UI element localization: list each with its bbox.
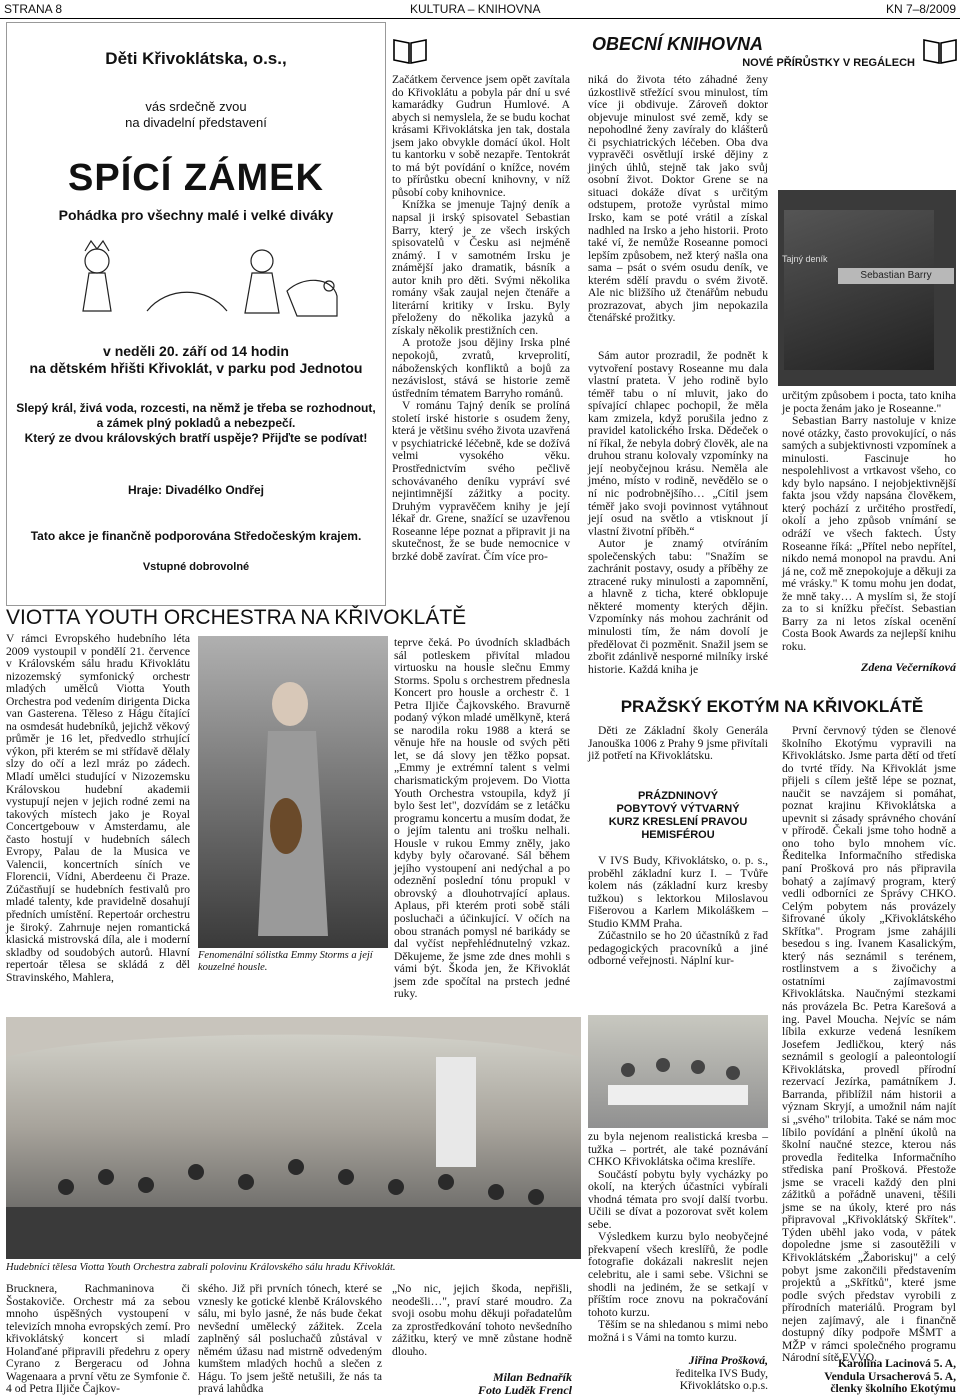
orchestra-signature: Milan Bednařík [492,1370,572,1384]
orchestra-bottom-3: „No nic, jejich škoda, nepřišli, neodešli…", praví staré moudro. Za svoji osobu mohu děkuji pořadatelům za zprostředkování tohoto nevšedního zážitku, který ve mně zůstane hodně dlouho. [392,1282,572,1358]
poster-entry: Vstupné dobrovolné [142,561,250,573]
poster-where: na dětském hřišti Křivoklát, v parku pod Jednotou [29,360,363,376]
course-scene [588,1015,768,1128]
violinist-figure [198,636,388,948]
orchestra-bottom-1: Brucknera, Rachmaninova či Šostakoviče. Orchestr má za sebou mnoho úspěšných vystoupení v televizích mnoha evropských zemí. Pro křivoklátský koncert si mladí Holanďané připravili předehru z opery Cyrano z Bergeracu od Johna Wagenaara a první větu ze Symfonie č. 4 od Petra Iljiče Čajkov- [6,1282,190,1396]
library-col-2a: niká do života této záhadné ženy úzkostlivě střežící svou minulost, tím více ji obdivuje. Zároveň doktor objevuje minulost své země, kdy se nepohodlné ženy zavíraly do klášterů či psychiatrických léčeben. Oba dva vypravěči osvětlují irské dějiny z jiných úhlů, stejně tak jako svůj osobní život. Doktor Grene se na situaci dokáže dívat s určitým odstupem, protože vyrůstal mimo Irsko, kam se poté vrátil a získal nadhled na Irsko a jeho historii. Proto také ví, že nemůže Roseanne pomoci lepším způsobem, než který našla ona sama – psát o svém osudu deník, ve kterém sdělí pravdu o svém životě. Ale nic bližšího už čtenářům nebudu prozrazovat, abych jim nepokazila čtenářské prožitky. [588,73,768,325]
poster-tease-1: Slepý král, živá voda, rozcesti, na němž je třeba se rozhodnout, [16,401,376,415]
library-title: OBECNÍ KNIHOVNA [591,34,763,54]
photo-credit: Foto Luděk Frencl [477,1383,572,1397]
book-icon [922,36,958,66]
ecoteam-signature: Karolína Lacinová 5. A, Vendula Ursacherová 5. A, členky školního Ekotýmu [824,1357,956,1396]
photo-1-caption: Fenomenální sólistka Emmy Storms a její kouzelné housle. [198,950,373,973]
poster-org: Děti Křivoklátska, o.s., [105,49,287,68]
header-rule [0,18,960,19]
poster-when: v neděli 20. září od 14 hodin [103,343,289,359]
library-col-1: Začátkem července jsem opět zavítala do Křivoklátu a pobyla pár dní u své kamarádky Gudrun Humlové. A abych si nemyslela, že se budu kochat krásami Křivoklátska jen tak, dostala jsem jako obvykle domácí úkol. Holt tu kantorku v sobě nezapře. Tentokrát to má být povídání o knížce, novém to přírůstku obecní knihovny, v níž působí coby knihovnice. Knížka se jmenuje Tajný deník a napsal ji irský spisovatel Sebastian Barry, který je ze všech irských spisovatelů v Česku asi nejméně známý. I v samotném Irsku je známější jako dramatik, básník a autor knih pro děti. Svými několika romány však zaujal nejen čtenáře a literární kritiky v Irsku. Byly přeloženy do několika jazyků a získaly několik prestižních cen. A protože jsou dějiny Irska plné nepokojů, zvratů, krveprolití, náboženských konfliktů a bojů za nezávislost, stává se historie země ústředním tématem Barryho románů. V románu Tajný deník se prolíná století irské historie s osudem ženy, která je většinu svého života uzavřená v psychiatrické léčebně, kde se dožívá velmi vysokého věku. Prostřednictvím svého pečlivě schovávaného deníku vypráví své nejintimnější zážitky a pocity. Druhým vypravěčem knihy je její lékař dr. Grene, snažící se uzavřenou Roseanne lépe poznat a připravit ji na skutečnost, že se bude nemocnice v brzké době zavírat. Čím více pro- [392,73,570,563]
poster-invite-2: na divadelní představení [125,115,267,130]
page-header [0,0,960,22]
library-subtitle: NOVÉ PŘÍRŮSTKY V REGÁLECH [742,57,915,69]
theatre-poster [6,22,386,606]
violinist-photo [198,636,388,948]
poster-subtitle: Pohádka pro všechny malé i velké diváky [58,207,334,223]
photo-2-caption: Hudebníci tělesa Viotta Youth Orchestra zabrali polovinu Královského sálu hradu Křivoklát. [6,1262,396,1273]
course-photo [588,1015,768,1128]
poster-funding: Tato akce je finančně podporována Středočeským krajem. [30,529,362,543]
ecoteam-title: PRAŽSKÝ EKOTÝM NA KŘIVOKLÁTĚ [620,697,924,716]
ecoteam-intro: Děti ze Základní školy Generála Janouška 1006 z Prahy 9 jsme přivítali již potřetí na Křivoklátsku. [588,724,768,763]
poster-tease-2: a zámek plný pokladů a nebezpečí. [96,416,296,430]
book-cover [778,190,956,386]
orchestra-col-1: V rámci Evropského hudebního léta 2009 vystoupil v pondělí 21. července v Královském sálu hradu Křivoklátu nizozemský symfonický orchestr mladých umělců Viotta Youth Orchestra pod vedením dirigenta Dicka van Gasterena. Těleso z Hágu čítající na osmdesát hudebníků, jejichž věkový průměr je 16 let, předvedlo strhující výkon, při kterém se mi střídavě dělaly slzy do očí a lezl mráz po zádech. Mladí umělci studující v Nizozemsku Královskou hudební akademii vystupují nejen v jejich rodné zemi na takových místech jako je Royal Concertgebouw v Amsterdamu, ale často hostují v hudebních sálech Evropy, Palau de la Musica ve Valencii, koncertních síních ve Florencii, Vídni, Aberdeenu či Praze. Zúčastňují se hudebních festivalů pro mladé talenty, kde pravidelně dosahují předních umístění. Repertoár orchestru je široký. Zahrnuje nejen romantická klasická mistrovská díla, ale i moderní skladby od soudobých autorů. Hlavní repertoár tělesa se skládá z děl Stravinského, Mahlera, [6,632,190,984]
library-col-3: určitým způsobem i pocta, tato kniha je pocta ženám jako je Roseanne." Sebastian Barry nastoluje v knize nové otázky, často provokující, o nás samých a subjektivnosti vzpomínek a minulosti. Fascinuje ho nespolehlivost a vrtkavost všeho, co kdy bylo napsáno. I nejobjektivnější fakta jsou vždy napsána člověkem, který pochází z určitého prostředí, okolí a jeho způsob vnímání se odráží ve všech faktech. Ústy Roseanne říká: „Přítel nebo nepřítel, nikdo nemá monopol na pravdu. Ani já ne, což mě znepokojuje a děkuji za mé vrásky." K tomu mohu jen dodat, že mně taky… A myslím si, že stojí za to si knížku přečíst. Sebastian Barry za ni letos získal ocenění Costa Book Awards za nejlepší knihu roku. [782,389,956,653]
poster-plays: Hraje: Divadélko Ondřej [127,483,265,497]
course-signature: Jiřina Prošková, ředitelka IVS Budy, Křivoklátsko o.p.s. [675,1354,768,1393]
poster-tease-3: Který ze dvou královských bratří uspěje? Přijďte se podívat! [24,431,368,445]
orchestra-title: VIOTTA YOUTH ORCHESTRA NA KŘIVOKLÁTĚ [6,606,467,629]
orchestra-col-3: teprve čeká. Po úvodních skladbách sál potleskem přivítal mladou virtuosku na housle slečnu Emmy Storms. Spolu s orchestrem přednesla Koncert pro housle a orchestr č. 1 Petra Iljiče Čajkovského. Bravurně podaný výkon mladé umělkyně, která se narodila roku 1988 a která se věnuje hře na housle od svých pěti let, se dá slovy jen těžko popsat. „Emmy je extrémní talent s velmi charismatickým projevem. Do Viotta Youth Orchestra vstoupila, když jí bylo šest let", dozvídám se z letáčku programu koncertu a musím dodat, že o jejím talentu ani trošku nelhali. Housle v rukou Emmy zněly, jako kdyby byly očarované. Sál během jejího vystoupení ani nedýchal a po odeznění poslední tónu propukl v obrovský a dlouhotrvající aplaus. Aplaus, při kterém proti sobě stáli posluchači a účinkující. V očích na obou stranách pomysl né barikády se dal vyčíst nepřehlédnutelný vzkaz. Děkujeme, že jsme zde dnes mohli s vámi být. Škoda jen, že Křivoklát jsem zde spočítal na prstech jedné ruky. [394,636,570,1001]
ecoteam-right-col: První červnový týden se členové školního Ekotýmu vypravili na Křivoklátsko. Jsme parta dětí od třetí do tvrté třídy. Na Křivoklát jsme přijeli s cílem ještě lépe se poznat, naučit se navzájem si pomáhat, poznat krajinu Křivoklátska a upevnit si zásady správného chování v přírodě. Čekali jsme toho hodně a ono toho bylo mnohem víc. Ředitelka Informačního střediska paní Prošková pro nás připravila bohatý a zajímavý program, který vedli odborníci ze Správy CHKO. Celým pobytem nás provázely šifrované úkoly „Křivoklátského Skřítka". Program jsme zahájili besedou s ing. Ivanem Kasalickým, který nás seznámil s terénem, rostlinstvem a s živočichy a ostatními zajímavostmi Křivoklátska. Naučnými stezkami nás provázela Bc. Petra Karešová a ing. Pavel Moucha. Nejvíc se nám líbila exkurze vedená lesníkem Josefem Jedličkou, který nás seznámil s geologií a paleontologií Křivoklátska, provedl přírodní rezervací Jezírka, památníkem J. Barranda, přiblížil nám historii a význam Skryjí, a umožnil nám najít si „svého" trilobita. Také se nám moc líbilo povídání a plnění úkolů na školní naučné stezce, kterou nás provedla ředitelka Informačního střediska paní Prošková. Přestože jsme se vraceli každý den plni zážitků a pořádně unaveni, těšili jsme se na úkoly, které pro nás připravoval „Křivoklátský Skřítek". Týden uběhl jako voda, v pátek dopoledne jsme si zasoutěžili v Křivoklátském „Žaboriskuj" a celý pobyt jsme zakončili představením projektů a „Skřítků", které jsme podle svých představ vyrobili z přírodních materiálů. Program byl nejen zajímavý, ale i finančně dostupný díky podpoře MŠMT a MŽP v rámci společného programu Národní sítě EVVO. [782,724,956,1365]
issue-number: KN 7–8/2009 [885,2,956,16]
page-number: STRANA 8 [4,2,63,16]
orchestra-hall-photo [6,1017,581,1259]
library-col-2b: Sám autor prozradil, že podnět k vytvoření postavy Roseanne mu dala vlastní prateta. V jeho rodině bylo téměř tabu o ní mluvit, jako do spívající chlapec pochopil, že měla kam zmizela, když porušila jedno z pravidel katolického Irska. Dědeček o ní říkal, že nebyla dobrý člověk, ale na druhou stranu kolovaly vzpomínky na její neobyčejnou krásu. Neměla ale jméno, místo v rodině, nevědělo se o ní nic podrobnějšího… „Cítil jsem téměř jako svoji povinnost vytáhnout její osud na světlo a vtisknout jí vlastní životní příběh.“ Autor je znamý otvíráním společenských tabu: "Snažím se zachránit postavy, osudy a příběhy ze ztracené ruky minulosti a zapomnění, a hlavně z ticha, které obklopuje některé momenty kterých dějin. Vzpomínky nás mohou zachránit od minulosti tím, že nám dovolí je předělovat či pozměnit. Snažil jsem se zbořit zdánlivě nesporné milníky irské historie. Každá kniha je [588,349,768,676]
book-cover-title: Tajný deník [782,254,828,264]
book-cover-author: Sebastian Barry [838,268,954,284]
poster-title: SPÍCÍ ZÁMEK [68,157,324,199]
book-icon [392,36,428,66]
course-text-2: zu byla nejenom realistická kresba – tužka – portrét, ale také poznávání CHKO Křivoklátska očima kreslíře. Součástí pobytu byly vycházky po okolí, na kterých účastníci vybírali vhodná témata pro svojí další tvorbu. Učili se dívat a pozorovat svět kolem sebe. Výsledkem kurzu bylo neobyčejné překvapení všech kreslířů, že podle fotografie dokázali nakreslit nejen celebritu, ale i sami sebe. Všichni se shodli na jediném, že se setkají v příštím roce znovu na pokračování tohoto kurzu. Těším se na shledanou s mimi nebo možná i s Vámi na tomto kurzu. [588,1130,768,1344]
course-text-1: V IVS Budy, Křivoklátsko, o. p. s., proběhl základní kurz I. – Tvůře kolem nás (základní kurz kresby tužkou) s lektorkou Miloslavou Fišerovou a Karlem Mikoláškem – Studio KMM Praha. Zúčastnilo se ho 20 účastníků z řad pedagogických pracovníků a jiné odborné veřejnosti. Náplní kur- [588,854,768,968]
course-box-title: PRÁZDNINOVÝ POBYTOVÝ VÝTVARNÝ KURZ KRESLENÍ PRAVOU HEMISFÉROU [608,790,748,841]
orchestra-hall-scene [6,1017,581,1259]
poster-illustration [47,231,347,331]
library-signature: Zdena Večerníková [861,660,956,674]
section-title: KULTURA – KNIHOVNA [410,2,541,16]
poster-invite-1: vás srdečně zvou [145,99,247,114]
orchestra-bottom-2: ského. Již při prvních tónech, které se vznesly ke gotické klenbě Královského sálu, mi bylo jasné, že nás bude čekat nevšední umělecký zážitek. Zcela zaplněný sál posluchačů zůstával v němém úžasu nad mistrně odvedeným kumštem mladých hochů a slečen z Hágu. To jsem ještě netušili, že nás ta pravá lahůdka [198,1282,382,1396]
